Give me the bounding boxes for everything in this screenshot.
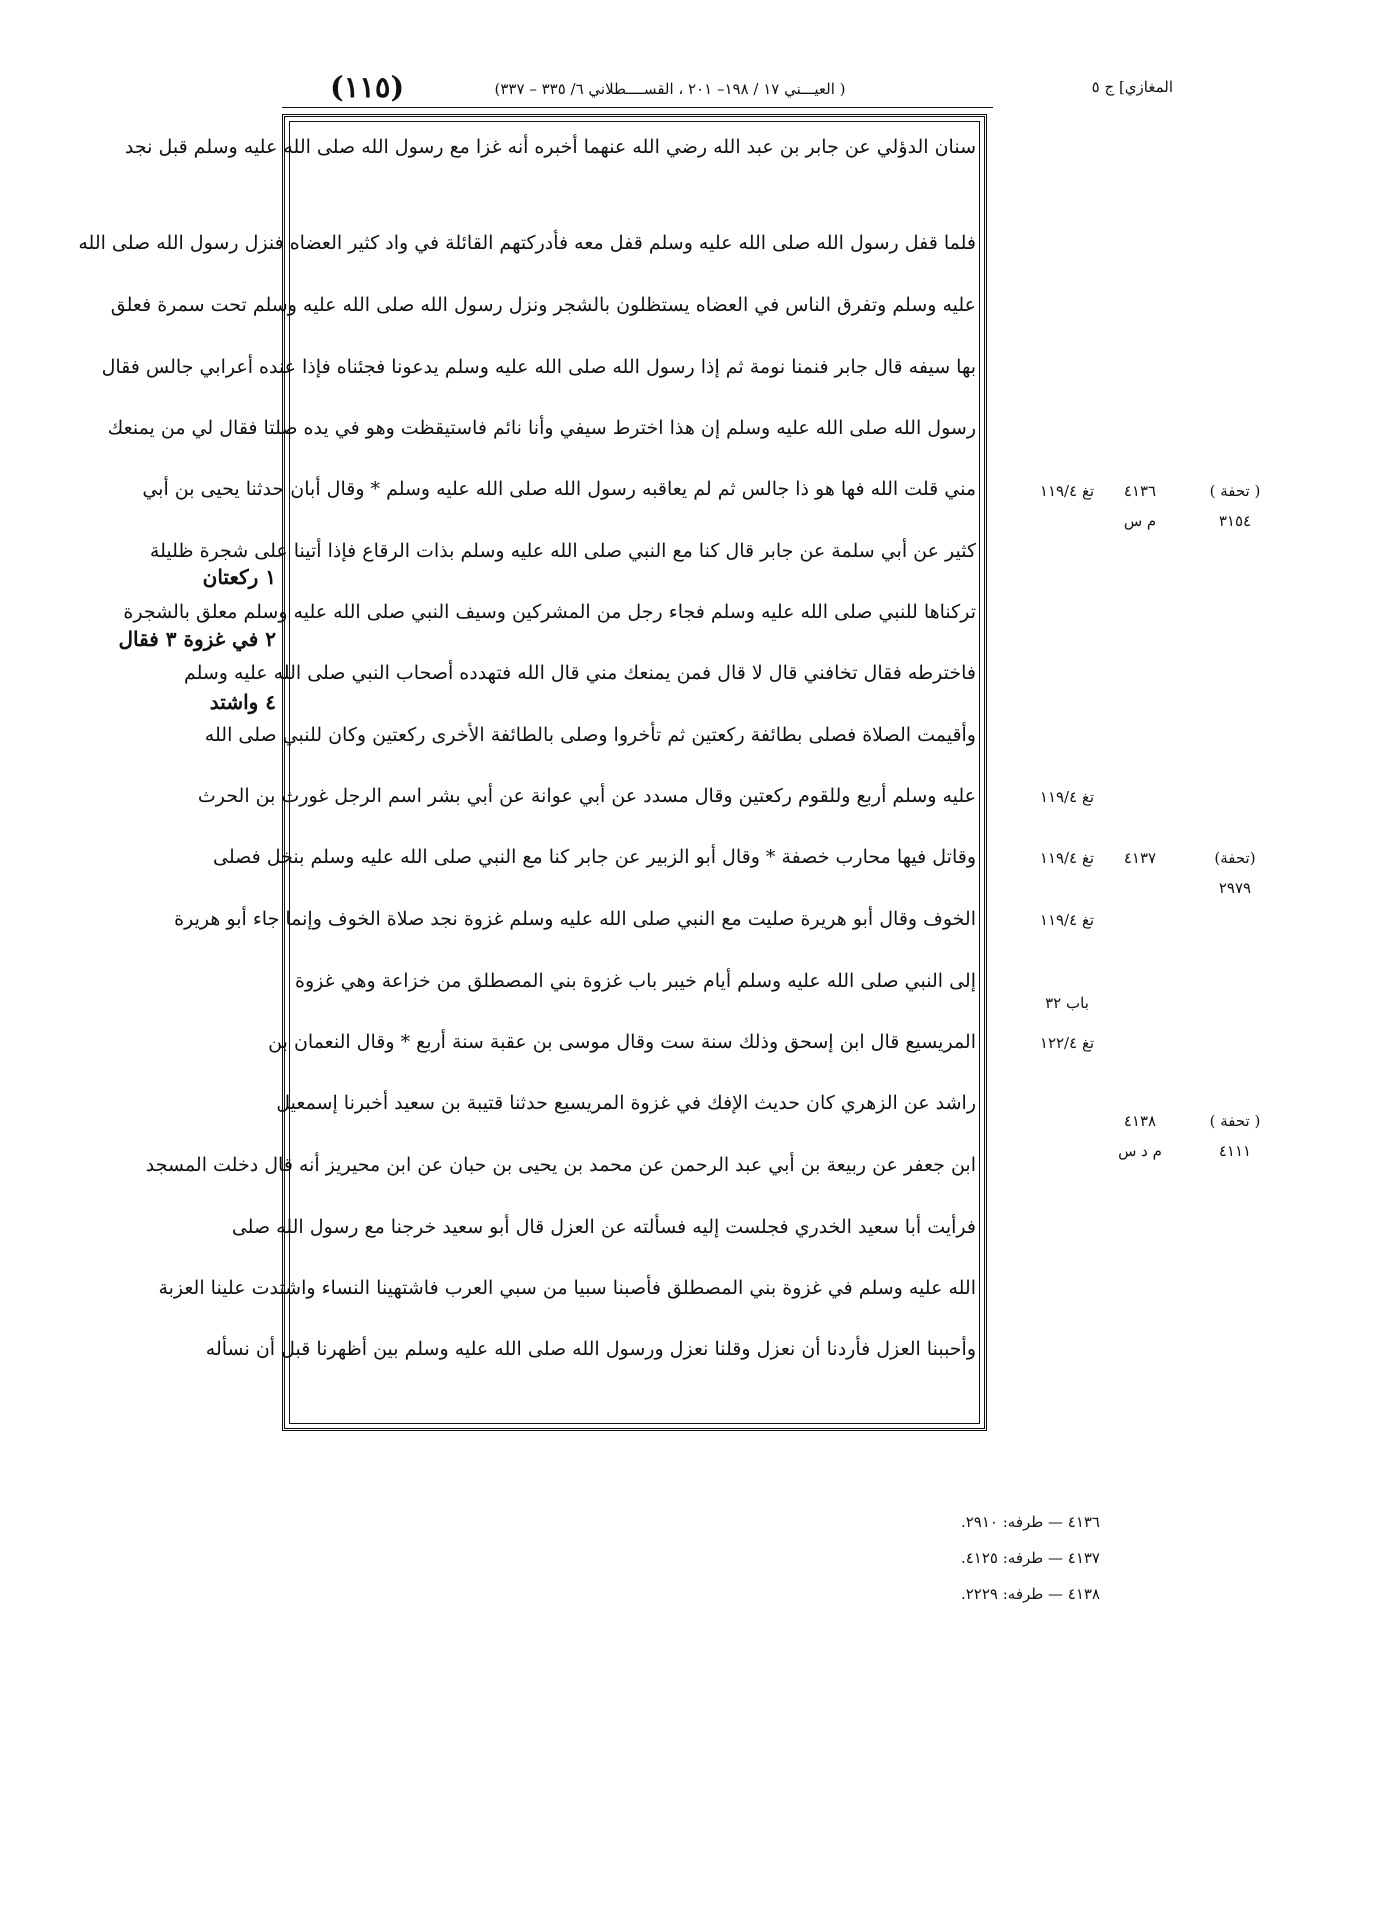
text-line: الخوف وقال أبو هريرة صليت مع النبي صلى الله عليه وسلم غزوة نجد صلاة الخوف وإنما جاء أبو هريرة [174, 908, 976, 930]
margin-note: ٢ في غزوة ٣ فقال [118, 627, 276, 651]
ref-hadith-number: ٤١٣٧ [1123, 849, 1157, 867]
text-line: وقاتل فيها محارب خصفة * وقال أبو الزبير عن جابر كنا مع النبي صلى الله عليه وسلم بنخل فصلى [213, 846, 976, 868]
text-line: مني قلت الله فها هو ذا جالس ثم لم يعاقبه رسول الله صلى الله عليه وسلم * وقال أبان حدثنا يحيى بن أبي [142, 478, 976, 500]
footnote: ٤١٣٨ — طرفه: ٢٢٢٩. [960, 1585, 1100, 1603]
ref-volume: تغ ١١٩/٤ [1039, 482, 1095, 500]
ref-tuhfa: (تحفة) [1214, 849, 1256, 867]
ref-tuhfa: ( تحفة ) [1209, 1112, 1261, 1130]
text-line: فاخترطه فقال تخافني قال لا قال فمن يمنعك مني قال الله فتهدده أصحاب النبي صلى الله عليه وسلم [183, 662, 976, 684]
text-line: وأقيمت الصلاة فصلى بطائفة ركعتين ثم تأخروا وصلى بالطائفة الأخرى ركعتين وكان للنبي صلى الله [204, 724, 976, 746]
footnote: ٤١٣٧ — طرفه: ٤١٢٥. [960, 1549, 1100, 1567]
text-line: كثير عن أبي سلمة عن جابر قال كنا مع النبي صلى الله عليه وسلم بذات الرقاع فإذا أتينا على شجرة ظليلة [149, 540, 976, 562]
text-line: رسول الله صلى الله عليه وسلم إن هذا اخترط سيفي وأنا نائم فاستيقظت وهو في يده صلتا فقال لي من يمنعك [107, 417, 976, 439]
text-line: الله عليه وسلم في غزوة بني المصطلق فأصبنا سبيا من سبي العرب فاشتهينا النساء واشتدت علينا العزبة [158, 1277, 976, 1299]
margin-note: ١ ركعتان [202, 565, 276, 589]
ref-hadith-number: ٤١٣٦ [1123, 482, 1157, 500]
ref-sigla: م س [1123, 512, 1157, 530]
text-line: فلما قفل رسول الله صلى الله عليه وسلم قفل معه فأدركتهم القائلة في واد كثير العضاه فنزل رسول الله صلى الله [78, 232, 976, 254]
text-line: المريسيع قال ابن إسحق وذلك سنة ست وقال موسى بن عقبة سنة أربع * وقال النعمان بن [268, 1031, 976, 1053]
ref-sigla: م د س [1118, 1142, 1162, 1160]
text-line: عليه وسلم وتفرق الناس في العضاه يستظلون بالشجر ونزل رسول الله صلى الله عليه وسلم تحت سمرة فعلق [110, 294, 976, 316]
ref-hadith-number: ٤١٣٨ [1123, 1112, 1157, 1130]
footnote: ٤١٣٦ — طرفه: ٢٩١٠. [960, 1513, 1100, 1531]
running-title: المغازي] ج ٥ [1091, 78, 1173, 96]
margin-note: ٤ واشتد [209, 690, 276, 714]
text-line: وأحببنا العزل فأردنا أن نعزل وقلنا نعزل ورسول الله صلى الله عليه وسلم بين أظهرنا قبل أن نسأله [205, 1338, 976, 1360]
text-line: فرأيت أبا سعيد الخدري فجلست إليه فسألته عن العزل قال أبو سعيد خرجنا مع رسول الله صلى [231, 1216, 976, 1238]
ref-tuhfa: ( تحفة ) [1209, 482, 1261, 500]
source-references: ( العيـــني ١٧ / ١٩٨– ٢٠١ ، القســــطلاني ٦/ ٣٣٥ – ٣٣٧) [494, 80, 846, 98]
header-rule [282, 107, 993, 108]
chapter-number: باب ٣٢ [1045, 994, 1089, 1012]
ref-tuhfa-number: ٣١٥٤ [1218, 512, 1252, 530]
page-number: (١١٥) [330, 70, 405, 104]
text-line: عليه وسلم أربع وللقوم ركعتين وقال مسدد عن أبي عوانة عن أبي بشر اسم الرجل غورث بن الحرث [197, 785, 976, 807]
ref-volume: تغ ١٢٢/٤ [1039, 1034, 1095, 1052]
text-line: ابن جعفر عن ربيعة بن أبي عبد الرحمن عن محمد بن يحيى بن حبان عن ابن محيريز أنه قال دخلت المسجد [145, 1154, 976, 1176]
ref-volume: تغ ١١٩/٤ [1039, 788, 1095, 806]
ref-tuhfa-number: ٢٩٧٩ [1218, 879, 1252, 897]
text-line: بها سيفه قال جابر فنمنا نومة ثم إذا رسول الله صلى الله عليه وسلم يدعونا فجئناه فإذا عنده أعرابي جالس فقال [101, 356, 976, 378]
ref-volume: تغ ١١٩/٤ [1039, 911, 1095, 929]
text-line: راشد عن الزهري كان حديث الإفك في غزوة المريسيع حدثنا قتيبة بن سعيد أخبرنا إسمعيل [276, 1092, 976, 1114]
text-line: إلى النبي صلى الله عليه وسلم أيام خيبر باب غزوة بني المصطلق من خزاعة وهي غزوة [295, 970, 976, 992]
text-line: تركناها للنبي صلى الله عليه وسلم فجاء رجل من المشركين وسيف النبي صلى الله عليه وسلم معلق بالشجرة [123, 601, 976, 623]
ref-volume: تغ ١١٩/٤ [1039, 849, 1095, 867]
text-line: سنان الدؤلي عن جابر بن عبد الله رضي الله عنهما أخبره أنه غزا مع رسول الله صلى الله عليه وسلم قبل نجد [124, 136, 976, 158]
ref-tuhfa-number: ٤١١١ [1218, 1142, 1252, 1160]
